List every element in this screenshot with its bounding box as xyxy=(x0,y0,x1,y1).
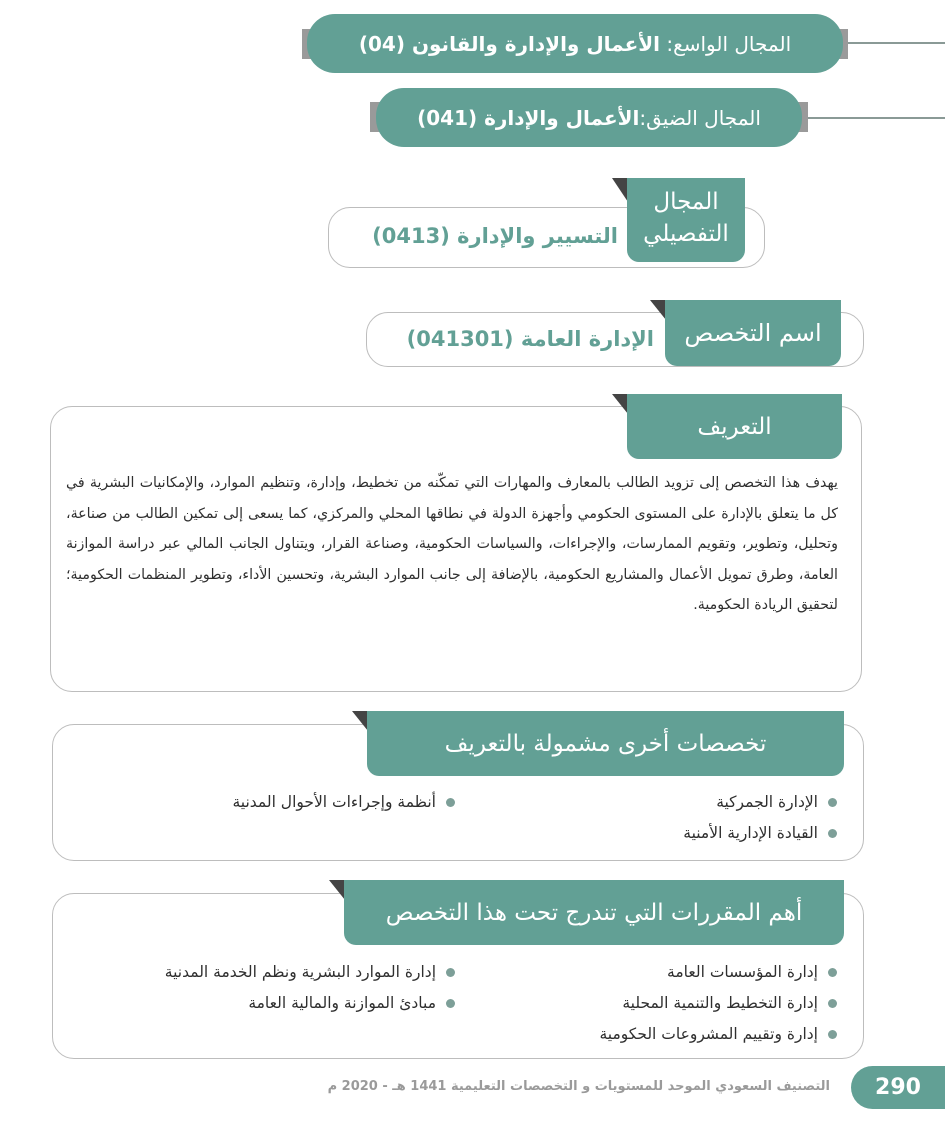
tab-fold xyxy=(329,880,345,900)
bullet-icon xyxy=(446,798,455,807)
broad-field-label: المجال الواسع: xyxy=(666,31,792,56)
narrow-field-label: المجال الضيق: xyxy=(639,105,761,130)
page-number-badge: 290 xyxy=(851,1066,945,1109)
footer-text: التصنيف السعودي الموحد للمستويات و التخصصات التعليمية 1441 هـ - 2020 م xyxy=(327,1079,830,1094)
list-item: القيادة الإدارية الأمنية xyxy=(683,818,837,849)
bullet-icon xyxy=(446,968,455,977)
detailed-field-label: المجال التفصيلي xyxy=(627,178,745,262)
connector-line xyxy=(802,117,945,119)
bullet-icon xyxy=(828,798,837,807)
list-item: إدارة وتقييم المشروعات الحكومية xyxy=(599,1019,837,1050)
bullet-icon xyxy=(828,829,837,838)
connector-line xyxy=(842,42,945,44)
specialization-value: الإدارة العامة (041301) xyxy=(406,327,654,351)
courses-right-list xyxy=(599,957,837,1050)
definition-text: يهدف هذا التخصص إلى تزويد الطالب بالمعارف والمهارات التي تمكّنه من تخطيط، وإدارة، وتنظيم الموارد، والإمكانيات البشرية في كل ما يتعلق بالإدارة على المستوى الحكومي وأجهزة الدولة في نطاقها المحلي والمركزي، كما يسعى إلى تمكين الطالب من صناعة، وتحليل، وتطوير، وتقويم الممارسات، والإجراءات، والسياسات الحكومية، وصناعة القرار، ويتناول الجانب المالي عبر دراسة الموازنة العامة، وطرق تمويل الأعمال والمشاريع الحكومية، بالإضافة إلى جانب الموارد البشرية، وتحسين الأداء، وتطوير المنظمات الحكومية؛ لتحقيق الريادة الحكومية. xyxy=(66,475,838,613)
detailed-field-value: التسيير والإدارة (0413) xyxy=(372,224,618,248)
courses-left-list xyxy=(165,957,455,1019)
bullet-icon xyxy=(828,1030,837,1039)
tab-fold xyxy=(612,178,628,202)
tab-fold xyxy=(352,711,368,731)
bullet-icon xyxy=(446,999,455,1008)
list-item: مبادئ الموازنة والمالية العامة xyxy=(165,988,455,1019)
broad-field-value: الأعمال والإدارة والقانون (04) xyxy=(358,31,660,56)
bullet-icon xyxy=(828,968,837,977)
list-item: أنظمة وإجراءات الأحوال المدنية xyxy=(232,787,455,818)
tab-fold xyxy=(650,300,666,320)
definition-title-tab: التعريف xyxy=(627,394,842,459)
narrow-field-value: الأعمال والإدارة (041) xyxy=(417,105,640,130)
list-item: الإدارة الجمركية xyxy=(683,787,837,818)
bullet-icon xyxy=(828,999,837,1008)
list-item: إدارة التخطيط والتنمية المحلية xyxy=(599,988,837,1019)
other-specializations-left-list xyxy=(232,787,455,818)
tab-fold xyxy=(612,394,628,414)
other-specializations-right-list xyxy=(683,787,837,849)
other-specializations-title-tab: تخصصات أخرى مشمولة بالتعريف xyxy=(367,711,844,776)
specialization-label: اسم التخصص xyxy=(665,300,841,366)
list-item: إدارة الموارد البشرية ونظم الخدمة المدنية xyxy=(165,957,455,988)
broad-field-pill xyxy=(307,14,843,73)
courses-title-tab: أهم المقررات التي تندرج تحت هذا التخصص xyxy=(344,880,844,945)
narrow-field-pill xyxy=(376,88,802,147)
list-item: إدارة المؤسسات العامة xyxy=(599,957,837,988)
